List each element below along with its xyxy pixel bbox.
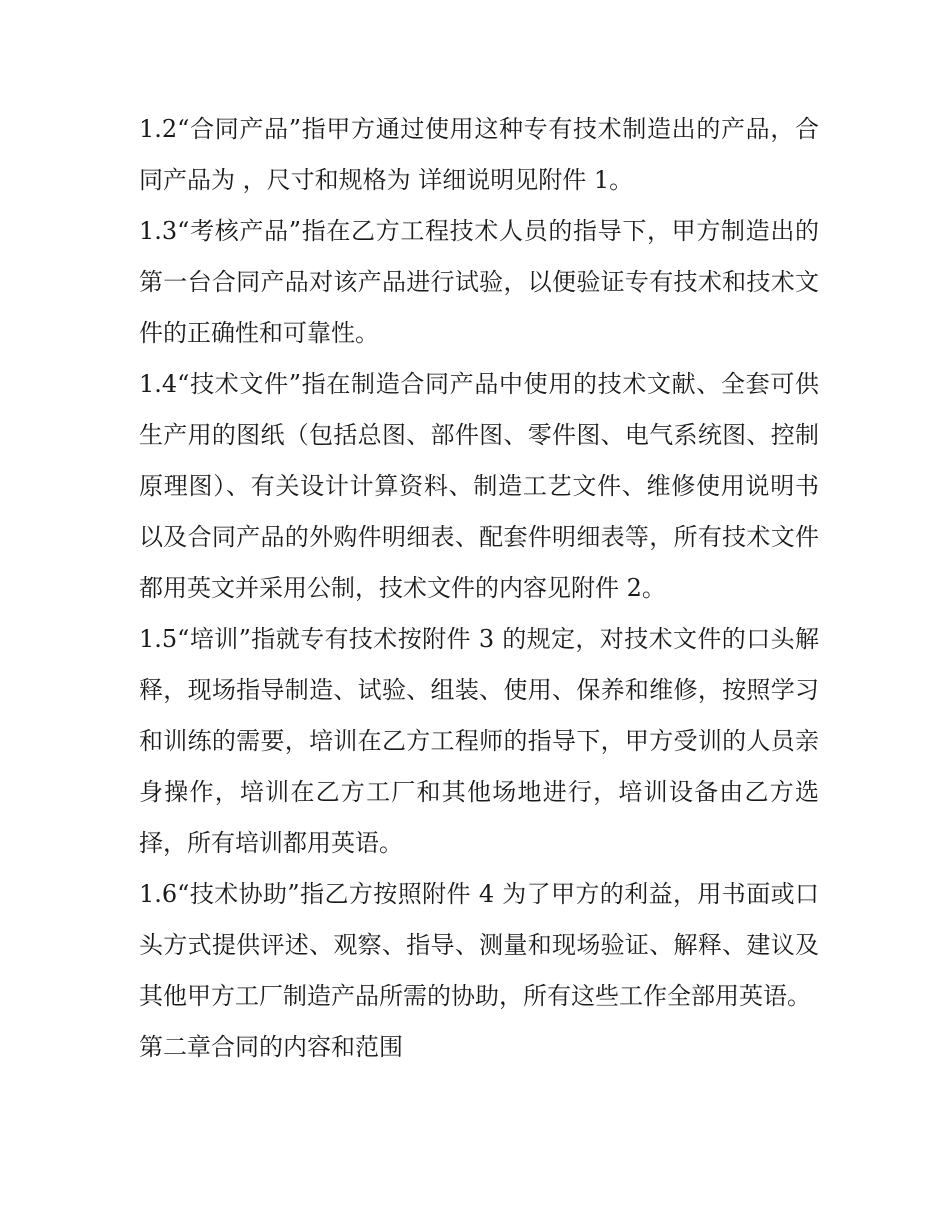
document-body	[139, 104, 819, 1073]
clause-1-6: 1.6“技术协助”指乙方按照附件 4 为了甲方的利益，用书面或口头方式提供评述、观察、指导、测量和现场验证、解释、建议及其他甲方工厂制造产品所需的协助，所有这些工作全部用英语。	[139, 880, 819, 1010]
clause-1-2: 1.2“合同产品”指甲方通过使用这种专有技术制造出的产品，合同产品为 ，尺寸和规格为 详细说明见附件 1。	[139, 115, 819, 194]
clause-1-5: 1.5“培训”指就专有技术按附件 3 的规定，对技术文件的口头解释，现场指导制造、试验、组装、使用、保养和维修，按照学习和训练的需要，培训在乙方工程师的指导下，甲方受训的人员亲身操作，培训在乙方工厂和其他场地进行，培训设备由乙方选择，所有培训都用英语。	[139, 625, 819, 857]
clause-1-4: 1.4“技术文件”指在制造合同产品中使用的技术文献、全套可供生产用的图纸（包括总图、部件图、零件图、电气系统图、控制原理图）、有关设计计算资料、制造工艺文件、维修使用说明书以及合同产品的外购件明细表、配套件明细表等，所有技术文件都用英文并采用公制，技术文件的内容见附件 2。	[139, 370, 819, 602]
chapter-heading: 第二章合同的内容和范围	[139, 1033, 403, 1061]
clause-1-3: 1.3“考核产品”指在乙方工程技术人员的指导下，甲方制造出的第一台合同产品对该产品进行试验，以便验证专有技术和技术文件的正确性和可靠性。	[139, 217, 819, 347]
